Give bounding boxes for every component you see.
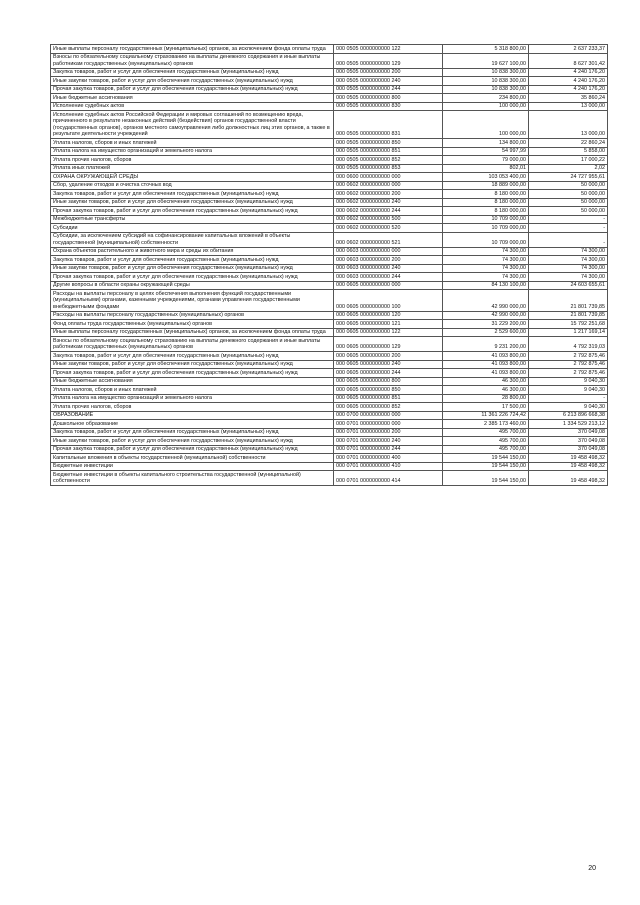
table-row [51,281,608,290]
table-row [51,369,608,378]
classification-code: 000 0505 0000000000 851 [334,147,443,156]
approved-amount: 10 709 000,00 [443,224,529,233]
approved-amount: 11 361 226 724,42 [443,411,529,420]
row-description: Другие вопросы в области охраны окружающей среды [51,281,334,290]
row-description: Уплата прочих налогов, сборов [51,403,334,412]
classification-code: 000 0505 0000000000 853 [334,164,443,173]
row-description: Уплата налогов, сборов и иных платежей [51,386,334,395]
table-row [51,411,608,420]
classification-code: 000 0605 0000000000 852 [334,403,443,412]
table-row [51,420,608,429]
approved-amount: 54 997,99 [443,147,529,156]
classification-code: 000 0505 0000000000 200 [334,68,443,77]
classification-code: 000 0602 0000000000 200 [334,190,443,199]
classification-code: 000 0605 0000000000 240 [334,360,443,369]
row-description: Исполнение судебных актов Российской Федерации и мировых соглашений по возмещению вреда, причиненного в результате незаконных действий (бездействия) органов государственной власти (государственных органов), органов местного самоуправления либо должностных лиц этих органов, а также в результате деятельности учреждений [51,111,334,139]
row-description: Бюджетные инвестиции [51,462,334,471]
table-row [51,139,608,148]
classification-code: 000 0605 0000000000 000 [334,281,443,290]
executed-amount: 17 000,22 [529,156,608,165]
approved-amount: 41 093 800,00 [443,360,529,369]
classification-code: 000 0605 0000000000 121 [334,320,443,329]
classification-code: 000 0701 0000000000 400 [334,454,443,463]
approved-amount: 8 180 000,00 [443,190,529,199]
table-row [51,471,608,486]
classification-code: 000 0701 0000000000 240 [334,437,443,446]
approved-amount: 100 000,00 [443,111,529,139]
executed-amount: 50 000,00 [529,198,608,207]
classification-code: 000 0603 0000000000 000 [334,247,443,256]
table-row [51,215,608,224]
approved-amount: 8 180 000,00 [443,198,529,207]
row-description: Исполнение судебных актов [51,102,334,111]
row-description: Уплата иных платежей [51,164,334,173]
row-description: Бюджетные инвестиции в объекты капитального строительства государственной (муниципальной) собственности [51,471,334,486]
row-description: Уплата налога на имущество организаций и земельного налога [51,147,334,156]
classification-code: 000 0701 0000000000 410 [334,462,443,471]
row-description: Уплата прочих налогов, сборов [51,156,334,165]
executed-amount: - [529,232,608,247]
table-row [51,328,608,337]
approved-amount: 42 990 000,00 [443,290,529,312]
table-row [51,352,608,361]
table-row [51,428,608,437]
executed-amount: 50 000,00 [529,190,608,199]
approved-amount: 28 800,00 [443,394,529,403]
table-row [51,386,608,395]
approved-amount: 41 093 800,00 [443,369,529,378]
row-description: Дошкольное образование [51,420,334,429]
approved-amount: 9 231 200,00 [443,337,529,352]
row-description: Прочая закупка товаров, работ и услуг для обеспечения государственных (муниципальных) нужд [51,85,334,94]
classification-code: 000 0701 0000000000 000 [334,420,443,429]
table-row [51,173,608,182]
classification-code: 000 0505 0000000000 850 [334,139,443,148]
executed-amount: 2 792 875,46 [529,369,608,378]
row-description: Расходы на выплаты персоналу государственных (муниципальных) органов [51,311,334,320]
approved-amount: 46 300,00 [443,386,529,395]
row-description: Закупка товаров, работ и услуг для обеспечения государственных (муниципальных) нужд [51,352,334,361]
executed-amount: 19 458 498,32 [529,462,608,471]
row-description: Межбюджетные трансферты [51,215,334,224]
executed-amount: 50 000,00 [529,181,608,190]
row-description: Иные выплаты персоналу государственных (муниципальных) органов, за исключением фонда оплаты труда [51,328,334,337]
approved-amount: 31 229 200,00 [443,320,529,329]
row-description: Уплата налогов, сборов и иных платежей [51,139,334,148]
executed-amount: 13 000,00 [529,111,608,139]
executed-amount: 370 049,08 [529,428,608,437]
executed-amount: 9 040,30 [529,377,608,386]
classification-code: 000 0505 0000000000 129 [334,53,443,68]
row-description: Прочая закупка товаров, работ и услуг для обеспечения государственных (муниципальных) нужд [51,445,334,454]
row-description: Фонд оплаты труда государственных (муниципальных) органов [51,320,334,329]
executed-amount: 9 040,30 [529,386,608,395]
approved-amount: 10 838 300,00 [443,77,529,86]
approved-amount: 134 800,00 [443,139,529,148]
executed-amount: 74 300,00 [529,264,608,273]
approved-amount: 19 544 150,00 [443,471,529,486]
classification-code: 000 0605 0000000000 200 [334,352,443,361]
row-description: Закупка товаров, работ и услуг для обеспечения государственных (муниципальных) нужд [51,190,334,199]
approved-amount: 19 544 150,00 [443,454,529,463]
table-row [51,102,608,111]
executed-amount: 2 792 875,46 [529,352,608,361]
classification-code: 000 0602 0000000000 500 [334,215,443,224]
classification-code: 000 0605 0000000000 851 [334,394,443,403]
executed-amount: - [529,224,608,233]
classification-code: 000 0605 0000000000 120 [334,311,443,320]
executed-amount: 5 858,00 [529,147,608,156]
row-description: Иные закупки товаров, работ и услуг для обеспечения государственных (муниципальных) нужд [51,437,334,446]
classification-code: 000 0602 0000000000 521 [334,232,443,247]
table-row [51,394,608,403]
row-description: ОБРАЗОВАНИЕ [51,411,334,420]
executed-amount: - [529,215,608,224]
table-row [51,337,608,352]
row-description: Закупка товаров, работ и услуг для обеспечения государственных (муниципальных) нужд [51,256,334,265]
table-row [51,207,608,216]
classification-code: 000 0605 0000000000 850 [334,386,443,395]
approved-amount: 10 709 000,00 [443,215,529,224]
approved-amount: 74 300,00 [443,256,529,265]
classification-code: 000 0505 0000000000 800 [334,94,443,103]
table-row [51,111,608,139]
approved-amount: 103 053 400,00 [443,173,529,182]
classification-code: 000 0603 0000000000 244 [334,273,443,282]
table-row [51,360,608,369]
executed-amount: 24 727 955,61 [529,173,608,182]
executed-amount: 1 217 169,14 [529,328,608,337]
row-description: Иные выплаты персоналу государственных (муниципальных) органов, за исключением фонда оплаты труда [51,45,334,54]
classification-code: 000 0602 0000000000 240 [334,198,443,207]
row-description: Взносы по обязательному социальному страхованию на выплаты денежного содержания и иные выплаты работникам государственных (муниципальных) органов [51,53,334,68]
row-description: Прочая закупка товаров, работ и услуг для обеспечения государственных (муниципальных) нужд [51,273,334,282]
executed-amount: 370 049,08 [529,437,608,446]
approved-amount: 495 700,00 [443,428,529,437]
row-description: Субсидии [51,224,334,233]
table-row [51,224,608,233]
classification-code: 000 0701 0000000000 200 [334,428,443,437]
approved-amount: 46 300,00 [443,377,529,386]
classification-code: 000 0602 0000000000 244 [334,207,443,216]
table-row [51,156,608,165]
executed-amount: 4 240 176,20 [529,68,608,77]
approved-amount: 74 300,00 [443,273,529,282]
classification-code: 000 0701 0000000000 244 [334,445,443,454]
executed-amount: 4 240 176,20 [529,77,608,86]
row-description: Капитальные вложения в объекты государственной (муниципальной) собственности [51,454,334,463]
page-number: 20 [588,865,596,872]
row-description: Иные закупки товаров, работ и услуг для обеспечения государственных (муниципальных) нужд [51,198,334,207]
table-row [51,437,608,446]
table-row [51,232,608,247]
budget-execution-table [50,44,608,486]
approved-amount: 10 709 000,00 [443,232,529,247]
table-row [51,247,608,256]
approved-amount: 8 180 000,00 [443,207,529,216]
table-row [51,403,608,412]
table-row [51,190,608,199]
row-description: Иные бюджетные ассигнования [51,94,334,103]
table-body [51,45,608,486]
classification-code: 000 0605 0000000000 244 [334,369,443,378]
classification-code: 000 0603 0000000000 240 [334,264,443,273]
executed-amount: 15 792 251,68 [529,320,608,329]
executed-amount: 9 040,30 [529,403,608,412]
table-row [51,164,608,173]
table-row [51,94,608,103]
table-row [51,290,608,312]
table-row [51,53,608,68]
approved-amount: 10 838 300,00 [443,85,529,94]
row-description: ОХРАНА ОКРУЖАЮЩЕЙ СРЕДЫ [51,173,334,182]
classification-code: 000 0602 0000000000 000 [334,181,443,190]
executed-amount: 4 240 176,20 [529,85,608,94]
table-row [51,445,608,454]
classification-code: 000 0605 0000000000 100 [334,290,443,312]
row-description: Охрана объектов растительного и животного мира и среды их обитания [51,247,334,256]
table-row [51,320,608,329]
executed-amount: 370 049,08 [529,445,608,454]
executed-amount: 19 458 498,32 [529,454,608,463]
executed-amount: 1 334 529 213,12 [529,420,608,429]
executed-amount: 13 000,00 [529,102,608,111]
classification-code: 000 0603 0000000000 200 [334,256,443,265]
classification-code: 000 0605 0000000000 129 [334,337,443,352]
classification-code: 000 0505 0000000000 852 [334,156,443,165]
executed-amount: 21 801 739,85 [529,311,608,320]
approved-amount: 2 529 600,00 [443,328,529,337]
table-row [51,85,608,94]
table-row [51,377,608,386]
approved-amount: 234 800,00 [443,94,529,103]
row-description: Закупка товаров, работ и услуг для обеспечения государственных (муниципальных) нужд [51,428,334,437]
approved-amount: 19 544 150,00 [443,462,529,471]
table-row [51,68,608,77]
table-row [51,311,608,320]
table-row [51,264,608,273]
classification-code: 000 0505 0000000000 122 [334,45,443,54]
approved-amount: 74 300,00 [443,247,529,256]
approved-amount: 17 500,00 [443,403,529,412]
classification-code: 000 0605 0000000000 122 [334,328,443,337]
classification-code: 000 0701 0000000000 414 [334,471,443,486]
row-description: Иные закупки товаров, работ и услуг для обеспечения государственных (муниципальных) нужд [51,360,334,369]
row-description: Иные закупки товаров, работ и услуг для обеспечения государственных (муниципальных) нужд [51,77,334,86]
table-row [51,147,608,156]
approved-amount: 5 318 800,00 [443,45,529,54]
executed-amount: 50 000,00 [529,207,608,216]
row-description: Сбор, удаление отходов и очистка сточных вод [51,181,334,190]
table-row [51,198,608,207]
table-row [51,462,608,471]
row-description: Иные закупки товаров, работ и услуг для обеспечения государственных (муниципальных) нужд [51,264,334,273]
table-row [51,454,608,463]
classification-code: 000 0505 0000000000 831 [334,111,443,139]
approved-amount: 42 990 000,00 [443,311,529,320]
executed-amount: 2,02 [529,164,608,173]
table-row [51,181,608,190]
approved-amount: 79 000,00 [443,156,529,165]
table-row [51,77,608,86]
executed-amount: 74 300,00 [529,256,608,265]
executed-amount: - [529,394,608,403]
classification-code: 000 0602 0000000000 520 [334,224,443,233]
approved-amount: 495 700,00 [443,437,529,446]
executed-amount: 35 860,24 [529,94,608,103]
table-row [51,256,608,265]
approved-amount: 495 700,00 [443,445,529,454]
approved-amount: 84 130 100,00 [443,281,529,290]
approved-amount: 19 627 100,00 [443,53,529,68]
executed-amount: 4 792 319,03 [529,337,608,352]
approved-amount: 18 889 000,00 [443,181,529,190]
row-description: Субсидии, за исключением субсидий на софинансирование капитальных вложений в объекты государственной (муниципальной) собственности [51,232,334,247]
executed-amount: 22 860,24 [529,139,608,148]
row-description: Прочая закупка товаров, работ и услуг для обеспечения государственных (муниципальных) нужд [51,369,334,378]
approved-amount: 10 838 300,00 [443,68,529,77]
executed-amount: 8 627 301,42 [529,53,608,68]
table-row [51,273,608,282]
executed-amount: 74 300,00 [529,273,608,282]
executed-amount: 2 637 233,37 [529,45,608,54]
approved-amount: 2 385 173 460,00 [443,420,529,429]
classification-code: 000 0600 0000000000 000 [334,173,443,182]
table-row [51,45,608,54]
executed-amount: 19 458 498,32 [529,471,608,486]
row-description: Закупка товаров, работ и услуг для обеспечения государственных (муниципальных) нужд [51,68,334,77]
row-description: Уплата налога на имущество организаций и земельного налога [51,394,334,403]
row-description: Взносы по обязательному социальному страхованию на выплаты денежного содержания и иные выплаты работникам государственных (муниципальных) органов [51,337,334,352]
classification-code: 000 0505 0000000000 830 [334,102,443,111]
row-description: Прочая закупка товаров, работ и услуг для обеспечения государственных (муниципальных) нужд [51,207,334,216]
classification-code: 000 0505 0000000000 240 [334,77,443,86]
classification-code: 000 0505 0000000000 244 [334,85,443,94]
classification-code: 000 0700 0000000000 000 [334,411,443,420]
executed-amount: 21 801 739,85 [529,290,608,312]
executed-amount: 74 300,00 [529,247,608,256]
approved-amount: 100 000,00 [443,102,529,111]
row-description: Иные бюджетные ассигнования [51,377,334,386]
budget-table-container [50,44,605,486]
executed-amount: 2 792 875,46 [529,360,608,369]
classification-code: 000 0605 0000000000 800 [334,377,443,386]
executed-amount: 6 213 896 668,38 [529,411,608,420]
approved-amount: 74 300,00 [443,264,529,273]
approved-amount: 802,01 [443,164,529,173]
executed-amount: 24 603 655,61 [529,281,608,290]
row-description: Расходы на выплаты персоналу в целях обеспечения выполнения функций государственными (муниципальными) органами, казенными учреждениями, органами управления государственными внебюджетными фондами [51,290,334,312]
approved-amount: 41 093 800,00 [443,352,529,361]
